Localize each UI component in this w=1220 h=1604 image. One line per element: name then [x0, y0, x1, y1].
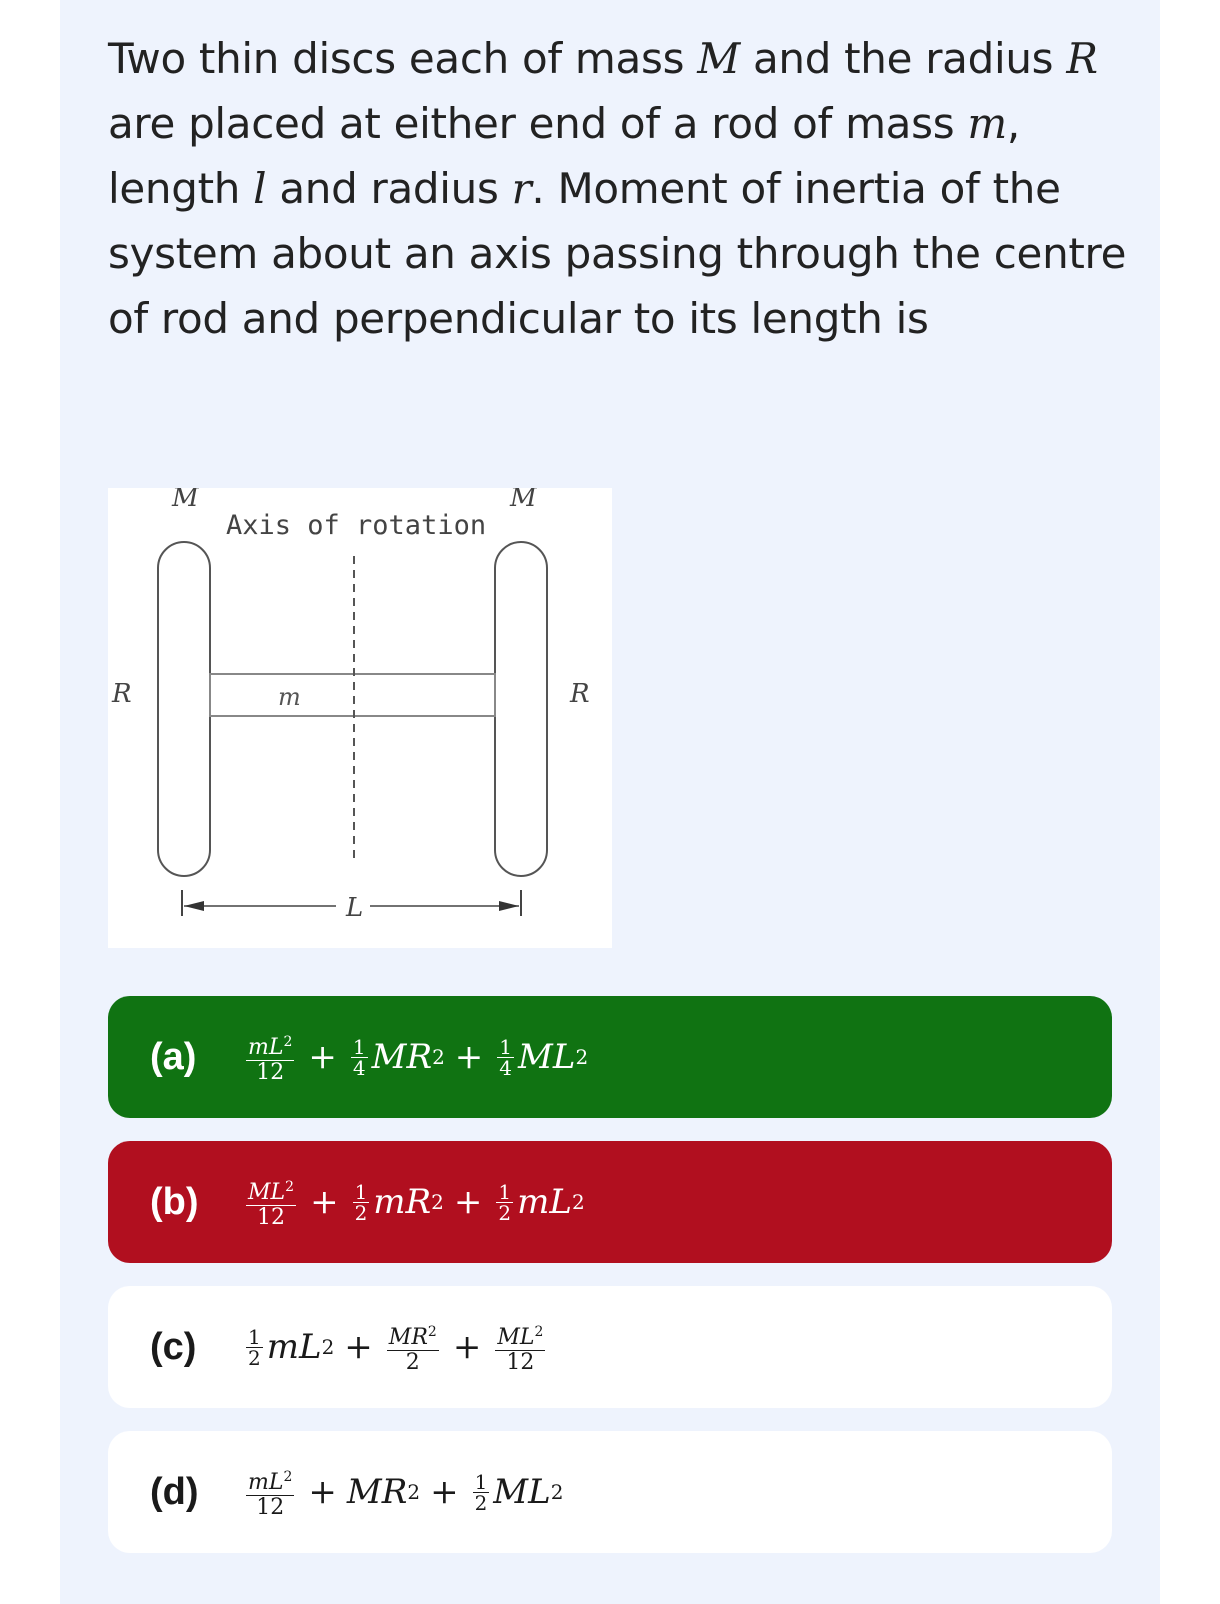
frac: $\frac{1}{2}$ [474, 1469, 488, 1515]
question-line-1: Two thin discs each of mass M and the radius R [108, 34, 1098, 83]
option-a-label: (a) [150, 1035, 197, 1078]
frac: $\frac{1}{4}$ [499, 1034, 513, 1080]
label-radius-right: R [570, 679, 590, 709]
question-line-3: length l and radius r. Moment of inertia of the [108, 164, 1061, 213]
arrowhead-right [499, 901, 519, 911]
question-line-4: system about an axis passing through the centre [108, 229, 1127, 278]
label-axis-of-rotation: Axis of rotation [226, 510, 487, 541]
arrowhead-left [184, 901, 204, 911]
option-d-label: (d) [150, 1470, 199, 1513]
frac: $\frac{mL^2}{12}$ [246, 1465, 294, 1520]
option-a-formula: $\frac{mL^2}{12}$ + $\frac{1}{4}$ MR 2 + $\frac{1}{4}$ ML 2 [242, 1030, 588, 1085]
question-line-2: are placed at either end of a rod of mass m, [108, 99, 1020, 148]
label-radius-left: R [112, 679, 132, 709]
label-mass-right: M [510, 488, 537, 513]
diagram-svg [108, 488, 612, 948]
frac: $\frac{1}{2}$ [354, 1179, 368, 1225]
option-b-label: (b) [150, 1180, 199, 1223]
frac: $\frac{ML^2}{12}$ [246, 1175, 296, 1230]
label-mass-left: M [172, 488, 199, 513]
right-disc [495, 542, 547, 876]
option-b[interactable] [108, 1141, 1112, 1263]
frac: $\frac{1}{4}$ [352, 1034, 366, 1080]
frac: $\frac{1}{2}$ [498, 1179, 512, 1225]
option-c[interactable] [108, 1286, 1112, 1408]
option-b-formula: $\frac{ML^2}{12}$ + $\frac{1}{2}$ mR 2 + $\frac{1}{2}$ mL 2 [242, 1175, 585, 1230]
option-c-label: (c) [150, 1325, 197, 1368]
question-text [108, 26, 1127, 351]
option-a[interactable] [108, 996, 1112, 1118]
left-disc [158, 542, 210, 876]
option-d-formula: $\frac{mL^2}{12}$ + MR 2 + $\frac{1}{2}$ ML 2 [242, 1465, 563, 1520]
frac: $\frac{MR^2}{2}$ [387, 1320, 439, 1375]
frac: $\frac{1}{2}$ [248, 1324, 261, 1370]
option-d[interactable] [108, 1431, 1112, 1553]
question-line-5: of rod and perpendicular to its length is [108, 294, 929, 343]
frac: $\frac{mL^2}{12}$ [246, 1030, 294, 1085]
rod-disc-diagram [108, 488, 612, 948]
label-rod-mass: m [278, 683, 301, 711]
frac: $\frac{ML^2}{12}$ [495, 1320, 545, 1375]
label-length: L [346, 893, 364, 923]
option-c-formula: $\frac{1}{2}$ mL 2 + $\frac{MR^2}{2}$ + $\frac{ML^2}{12}$ [242, 1320, 549, 1375]
rod [210, 674, 495, 716]
